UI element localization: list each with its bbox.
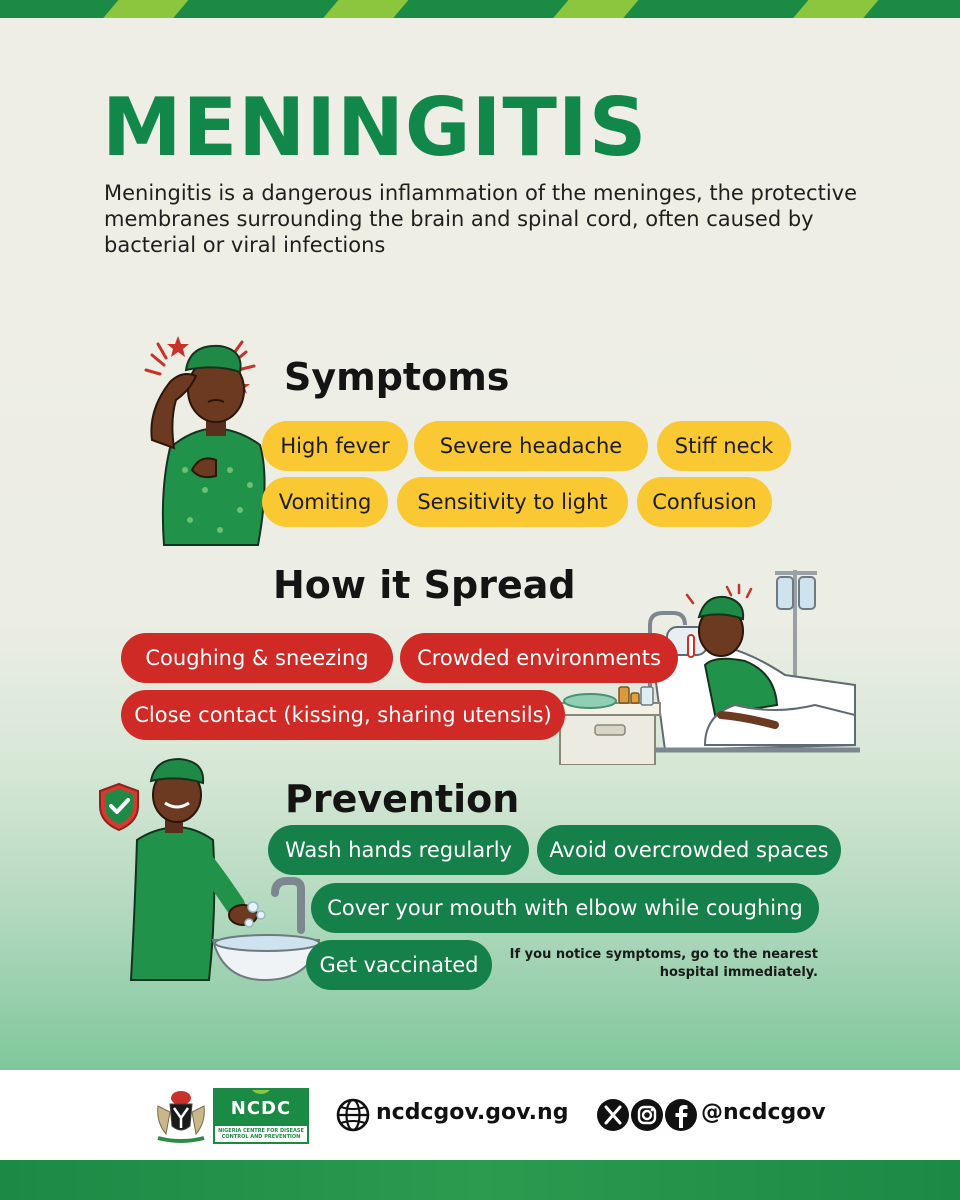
prevention-pill: Cover your mouth with elbow while coughing: [311, 883, 819, 933]
symptoms-heading: Symptoms: [284, 355, 510, 399]
sick-man-headache-illustration: [130, 330, 280, 550]
symptom-pill: Confusion: [637, 477, 772, 527]
ncdc-logo-text: NCDC: [230, 1098, 292, 1119]
coat-of-arms-icon: [152, 1086, 210, 1144]
ncdc-logo: [213, 1088, 309, 1144]
page-title: MENINGITIS: [102, 81, 648, 174]
spread-pill: Crowded environments: [400, 633, 678, 683]
symptom-pill: Vomiting: [262, 477, 388, 527]
spread-pill: Coughing & sneezing: [121, 633, 393, 683]
facebook-icon[interactable]: [664, 1098, 698, 1132]
ncdc-logo-subtext: NIGERIA CENTRE FOR DISEASE CONTROL AND PREVENTION: [218, 1128, 304, 1140]
symptom-pill: High fever: [262, 421, 408, 471]
symptom-pill: Sensitivity to light: [397, 477, 628, 527]
spread-heading: How it Spread: [273, 563, 576, 607]
prevention-pill: Get vaccinated: [306, 940, 492, 990]
note-line-2: hospital immediately.: [659, 965, 818, 980]
prevention-pill: Wash hands regularly: [268, 825, 529, 875]
social-handle[interactable]: @ncdcgov: [701, 1100, 826, 1125]
prevention-heading: Prevention: [285, 777, 520, 821]
top-decorative-band: [0, 0, 960, 18]
spread-pill: Close contact (kissing, sharing utensils): [121, 690, 565, 740]
symptom-pill: Severe headache: [414, 421, 648, 471]
symptom-pill: Stiff neck: [657, 421, 791, 471]
note-line-1: If you notice symptoms, go to the nearest: [509, 947, 818, 962]
footer: [0, 1070, 960, 1160]
instagram-icon[interactable]: [630, 1098, 664, 1132]
x-logo-icon[interactable]: [596, 1098, 630, 1132]
globe-icon: [335, 1097, 371, 1133]
prevention-pill: Avoid overcrowded spaces: [537, 825, 841, 875]
hospital-advice-note: [500, 946, 818, 982]
intro-text: Meningitis is a dangerous inflammation of the meninges, the protective membranes surrounding the brain and spinal cord, often caused by bacterial or viral infections: [104, 181, 857, 257]
website-link[interactable]: ncdcgov.gov.ng: [376, 1100, 569, 1125]
bottom-decorative-band: [0, 1160, 960, 1200]
